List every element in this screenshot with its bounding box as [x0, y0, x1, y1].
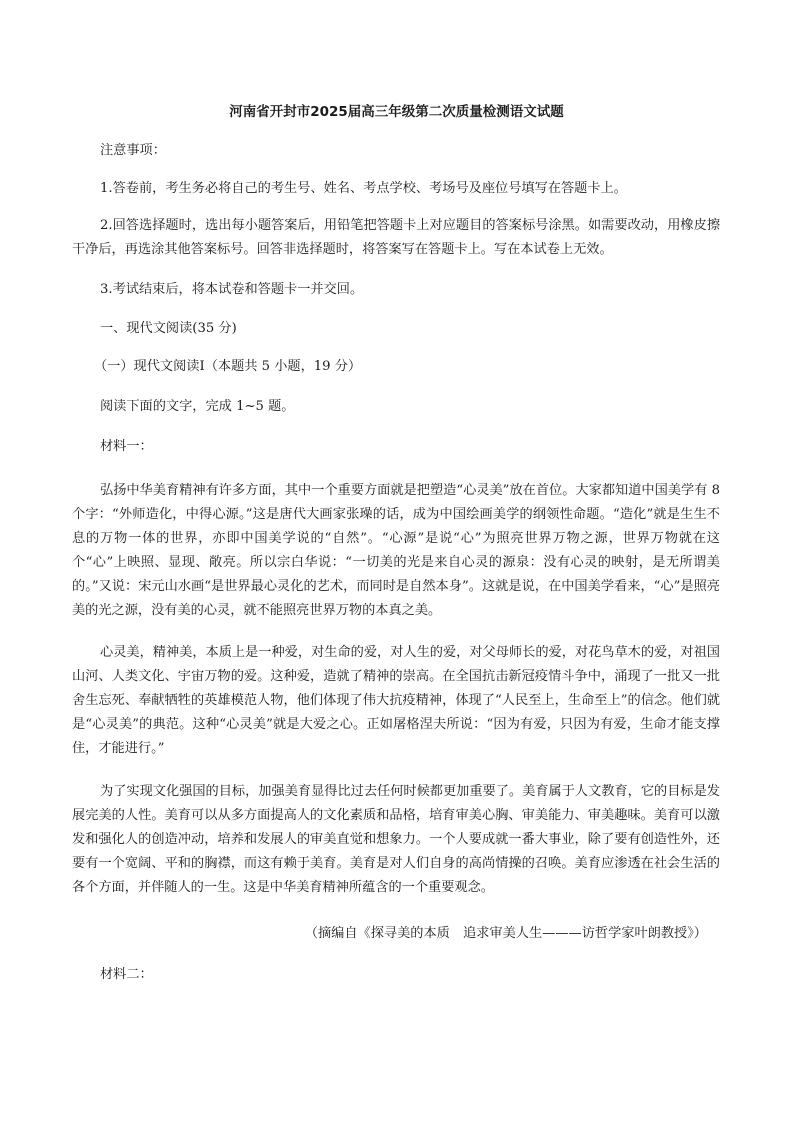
material-one-label: 材料一：	[100, 439, 153, 454]
page-title: 河南省开封市2025届高三年级第二次质量检测语文试题	[229, 104, 564, 120]
reading-instruction: 阅读下面的文字，完成 1~5 题。	[100, 399, 295, 414]
material-one-source: （摘编自《探寻美的本质 追求审美人生———访哲学家叶朗教授》）	[304, 926, 707, 941]
material-two-label: 材料二：	[100, 967, 153, 982]
note-1: 1.答卷前，考生务必将自己的考生号、姓名、考点学校、考场号及座位号填写在答题卡上。	[100, 181, 627, 196]
notice-heading: 注意事项：	[100, 143, 166, 158]
subsection-heading: （一）现代文阅读Ⅰ（本题共 5 小题，19 分）	[94, 359, 362, 374]
note-3: 3.考试结束后，将本试卷和答题卡一并交回。	[100, 282, 364, 297]
material-one-paragraph-1: 弘扬中华美育精神有许多方面，其中一个重要方面就是把塑造“心灵美”放在首位。大家都知道中国美学有 8 个字：“外师造化，中得心源。”这是唐代大画家张璪的话，成为中国绘画美学的纲领性命题。“造化”就是生生不息的万物一体的世界，亦即中国美学说的“自然”。“心源”是说“心”为照亮世界万物之源，世界万物就在这个“心”上映照、显现、敞亮。所以宗白华说：“一切美的光是来自心灵的源泉：没有心灵的映射，是无所谓美的。”又说：宋元山水画“是世界最心灵化的艺术，而同时是自然本身”。这就是说，在中国美学看来，“心”是照亮美的光之源，没有美的心灵，就不能照亮世界万物的本真之美。	[72, 483, 720, 618]
section-heading: 一、现代文阅读(35 分)	[100, 321, 237, 336]
note-2: 2.回答选择题时，选出每小题答案后，用铅笔把答题卡上对应题目的答案标号涂黑。如需要改动，用橡皮擦干净后，再选涂其他答案标号。回答非选择题时，将答案写在答题卡上。写在本试卷上无效。	[72, 218, 720, 257]
material-one-paragraph-2: 心灵美，精神美，本质上是一种爱，对生命的爱，对人生的爱，对父母师长的爱，对花鸟草木的爱，对祖国山河、人类文化、宇宙万物的爱。这种爱，造就了精神的崇高。在全国抗击新冠疫情斗争中，涌现了一批又一批舍生忘死、奉献牺牲的英雄模范人物，他们体现了伟大抗疫精神，体现了“人民至上，生命至上”的信念。他们就是“心灵美”的典范。这种“心灵美”就是大爱之心。正如屠格涅夫所说：“因为有爱，只因为有爱，生命才能支撑住，才能进行。”	[72, 645, 720, 756]
material-one-paragraph-3: 为了实现文化强国的目标，加强美育显得比过去任何时候都更加重要了。美育属于人文教育，它的目标是发展完美的人性。美育可以从多方面提高人的文化素质和品格，培育审美心胸、审美能力、审美趣味。美育可以激发和强化人的创造冲动，培养和发展人的审美直觉和想象力。一个人要成就一番大事业，除了要有创造性外，还要有一个宽阔、平和的胸襟，而这有赖于美育。美育是对人们自身的高尚情操的召唤。美育应渗透在社会生活的各个方面，并伴随人的一生。这是中华美育精神所蕴含的一个重要观念。	[72, 784, 720, 895]
